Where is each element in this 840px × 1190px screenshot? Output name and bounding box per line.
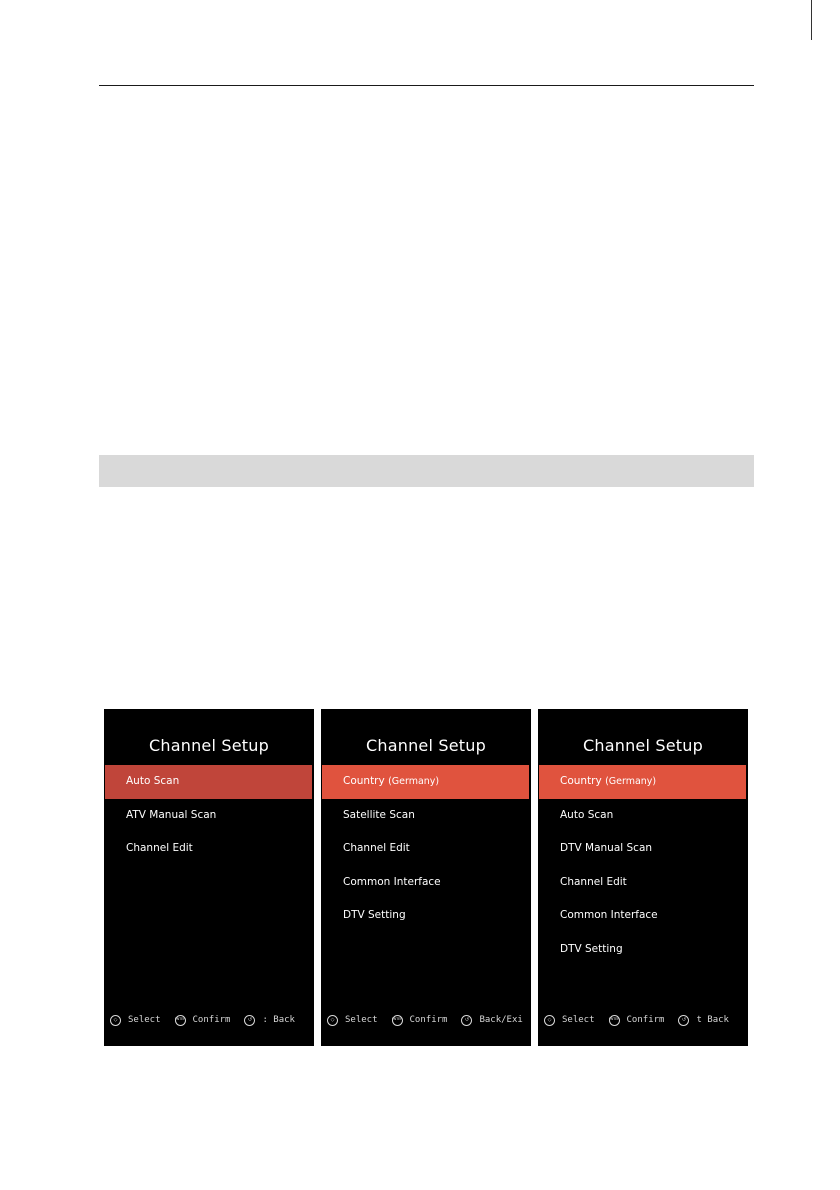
menu-list: [321, 765, 531, 933]
screen-title: Channel Setup: [149, 736, 269, 755]
menu-item-channel-edit[interactable]: [321, 832, 531, 866]
menu-item-atv-manual-scan[interactable]: [104, 799, 314, 833]
screen-title: Channel Setup: [583, 736, 703, 755]
menu-list: [538, 765, 748, 966]
menu-item-dtv-setting[interactable]: [321, 899, 531, 933]
menu-item-label: Channel Edit: [343, 842, 410, 854]
menu-list: [104, 765, 314, 866]
menu-item-auto-scan[interactable]: [105, 765, 312, 799]
hint-bar: [110, 1012, 314, 1028]
hint-back: : Back: [262, 1015, 295, 1025]
tv-screen-dtv: [538, 709, 748, 1046]
hint-confirm: Confirm: [409, 1015, 448, 1025]
hint-back: t Back: [696, 1015, 729, 1025]
hint-select: Select: [345, 1015, 378, 1025]
menu-item-label: DTV Manual Scan: [560, 842, 653, 854]
enter-icon: ENTER: [392, 1015, 403, 1026]
menu-item-value: (Germany): [388, 776, 440, 787]
return-icon: ↺: [461, 1015, 472, 1026]
enter-icon: ENTER: [609, 1015, 620, 1026]
return-icon: ↺: [678, 1015, 689, 1026]
menu-item-label: Country: [343, 775, 385, 787]
screen-title: Channel Setup: [366, 736, 486, 755]
dpad-icon: ◇: [544, 1015, 555, 1026]
hint-bar: [544, 1012, 748, 1028]
menu-item-dtv-setting[interactable]: [538, 933, 748, 967]
menu-item-label: Auto Scan: [126, 775, 180, 787]
menu-item-label: Common Interface: [560, 909, 658, 921]
menu-item-country[interactable]: [539, 765, 746, 799]
menu-item-channel-edit[interactable]: [104, 832, 314, 866]
tv-screen-satellite: [321, 709, 531, 1046]
hint-confirm: Confirm: [192, 1015, 231, 1025]
page-edge-mark: [811, 0, 812, 40]
menu-item-common-interface[interactable]: [538, 899, 748, 933]
menu-item-dtv-manual-scan[interactable]: [538, 832, 748, 866]
hint-back: Back/Exi: [479, 1015, 523, 1025]
menu-item-value: (Germany): [605, 776, 657, 787]
menu-item-common-interface[interactable]: [321, 866, 531, 900]
hint-select: Select: [562, 1015, 595, 1025]
menu-item-label: Common Interface: [343, 875, 441, 888]
menu-item-channel-edit[interactable]: [538, 866, 748, 900]
hint-bar: [327, 1012, 531, 1028]
tv-screen-atv: [104, 709, 314, 1046]
menu-item-label: Channel Edit: [126, 842, 193, 854]
menu-item-label: Satellite Scan: [343, 808, 415, 821]
menu-item-label: DTV Setting: [560, 942, 623, 955]
menu-item-satellite-scan[interactable]: [321, 799, 531, 833]
menu-item-country[interactable]: [322, 765, 529, 799]
menu-item-label: Auto Scan: [560, 808, 614, 821]
menu-item-label: DTV Setting: [343, 909, 406, 921]
section-heading-band: [99, 455, 754, 487]
menu-item-label: Channel Edit: [560, 875, 627, 888]
menu-item-label: Country: [560, 775, 602, 787]
header-rule: [99, 85, 754, 86]
menu-item-auto-scan[interactable]: [538, 799, 748, 833]
hint-select: Select: [128, 1015, 161, 1025]
enter-icon: ENTER: [175, 1015, 186, 1026]
dpad-icon: ◇: [327, 1015, 338, 1026]
dpad-icon: ◇: [110, 1015, 121, 1026]
menu-item-label: ATV Manual Scan: [126, 808, 217, 821]
hint-confirm: Confirm: [626, 1015, 665, 1025]
return-icon: ↺: [244, 1015, 255, 1026]
